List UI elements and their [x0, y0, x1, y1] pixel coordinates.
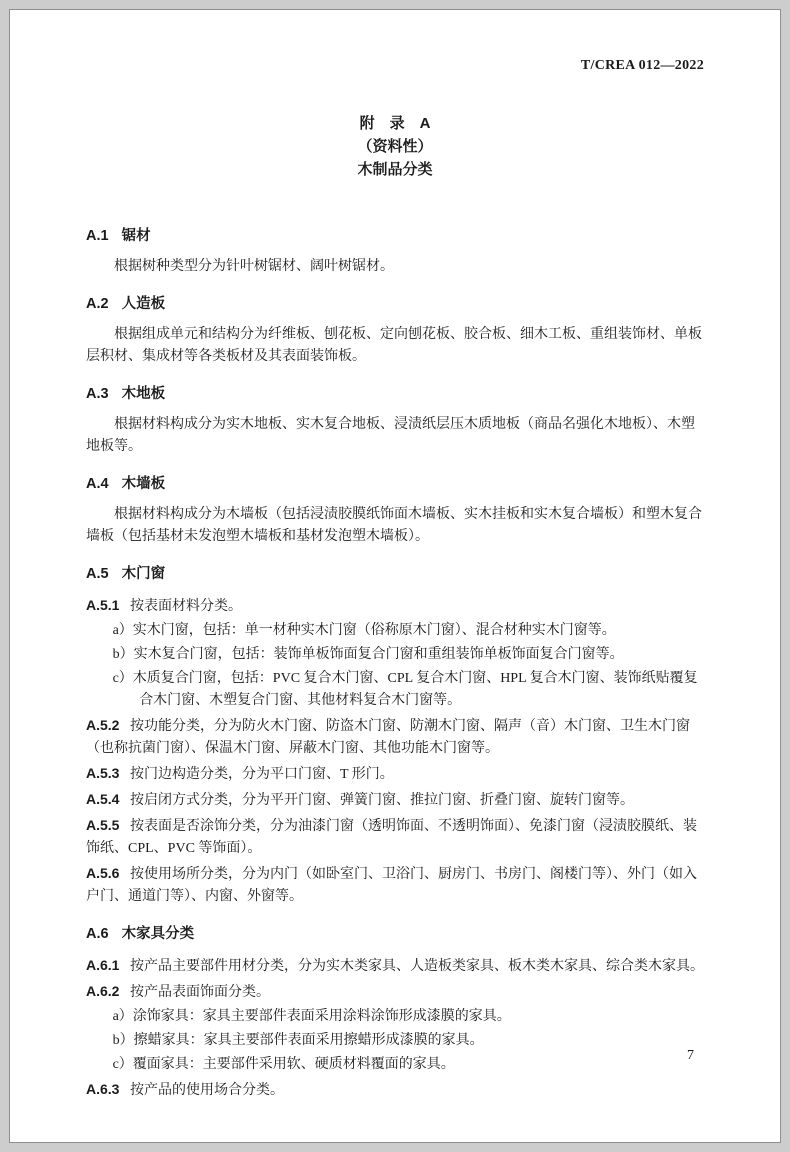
appendix-title-block	[86, 112, 704, 181]
clause-text: 按产品表面饰面分类。	[129, 985, 270, 1000]
clause	[86, 714, 704, 760]
document-content	[86, 225, 704, 1102]
list-item: b）实木复合门窗，包括：装饰单板饰面复合门窗和重组装饰单板饰面复合门窗等。	[112, 647, 624, 662]
list-item: c）覆面家具：主要部件采用软、硬质材料覆面的家具。	[112, 1057, 455, 1072]
section-title: 人造板	[121, 296, 166, 312]
section-title: 锯材	[121, 228, 151, 244]
list-item: b）擦蜡家具：家具主要部件表面采用擦蜡形成漆膜的家具。	[112, 1033, 484, 1048]
list-item: a）涂饰家具：家具主要部件表面采用涂料涂饰形成漆膜的家具。	[112, 1009, 511, 1024]
section-number: A.3	[86, 386, 109, 402]
list-item: a）实木门窗，包括：单一材种实木门窗（俗称原木门窗）、混合材种实木门窗等。	[112, 623, 616, 638]
clause-text: 按表面材料分类。	[129, 599, 242, 614]
list-item: c）木质复合门窗，包括：PVC 复合木门窗、CPL 复合木门窗、HPL 复合木门窗、装饰纸贴覆复合木门窗、木塑复合门窗、其他材料复合木门窗等。	[112, 671, 698, 708]
section-number: A.2	[86, 296, 109, 312]
clause-number: A.6.2	[86, 983, 120, 999]
section-title: 木地板	[121, 386, 166, 402]
clause	[86, 862, 704, 908]
clause-number: A.5.6	[86, 865, 120, 881]
section-number: A.1	[86, 228, 109, 244]
clause-text: 按门边构造分类，分为平口门窗、T 形门。	[129, 767, 394, 782]
section-number: A.6	[86, 926, 109, 942]
header-standard-code: T/CREA 012—2022	[580, 58, 704, 73]
paragraph: 根据树种类型分为针叶树锯材、阔叶树锯材。	[114, 259, 394, 274]
document-page	[9, 9, 781, 1143]
clause-text: 按产品主要部件用材分类，分为实木类家具、人造板类家具、板木类木家具、综合类木家具。	[129, 959, 704, 974]
section-heading	[86, 293, 704, 315]
clause-text: 按使用场所分类，分为内门（如卧室门、卫浴门、厨房门、书房门、阁楼门等）、外门（如入户门、通道门等）、内窗、外窗等。	[86, 867, 697, 904]
clause	[86, 814, 704, 860]
clause-number: A.6.3	[86, 1081, 120, 1097]
appendix-title-line3: 木制品分类	[357, 161, 433, 178]
appendix-title-line2: （资料性）	[357, 138, 433, 155]
clause-number: A.5.5	[86, 817, 120, 833]
clause-text: 按表面是否涂饰分类，分为油漆门窗（透明饰面、不透明饰面）、免漆门窗（浸渍胶膜纸、装饰纸、CPL、PVC 等饰面）。	[86, 819, 697, 856]
section-heading	[86, 473, 704, 495]
clause-number: A.5.2	[86, 717, 120, 733]
clause	[86, 1078, 704, 1102]
section-title: 木墙板	[121, 476, 166, 492]
clause-number: A.6.1	[86, 957, 120, 973]
clause	[86, 594, 704, 618]
section-heading	[86, 923, 704, 945]
clause	[86, 762, 704, 786]
section-heading	[86, 225, 704, 247]
clause-number: A.5.3	[86, 765, 120, 781]
clause-number: A.5.4	[86, 791, 120, 807]
appendix-title-line1: 附 录 A	[359, 115, 431, 132]
clause	[86, 954, 704, 978]
section-number: A.4	[86, 476, 109, 492]
paragraph: 根据材料构成分为木墙板（包括浸渍胶膜纸饰面木墙板、实木挂板和实木复合墙板）和塑木复合墙板（包括基材未发泡塑木墙板和基材发泡塑木墙板）。	[86, 507, 702, 544]
section-number: A.5	[86, 566, 109, 582]
page-number: 7	[687, 1048, 694, 1063]
section-title: 木家具分类	[121, 926, 195, 942]
paragraph: 根据组成单元和结构分为纤维板、刨花板、定向刨花板、胶合板、细木工板、重组装饰材、单板层积材、集成材等各类板材及其表面装饰板。	[86, 327, 702, 364]
clause-number: A.5.1	[86, 597, 120, 613]
section-heading	[86, 563, 704, 585]
section-title: 木门窗	[121, 566, 166, 582]
section-heading	[86, 383, 704, 405]
clause	[86, 980, 704, 1004]
clause-text: 按功能分类，分为防火木门窗、防盗木门窗、防潮木门窗、隔声（音）木门窗、卫生木门窗（也称抗菌门窗）、保温木门窗、屏蔽木门窗、其他功能木门窗等。	[86, 719, 690, 756]
clause	[86, 788, 704, 812]
paragraph: 根据材料构成分为实木地板、实木复合地板、浸渍纸层压木质地板（商品名强化木地板）、木塑地板等。	[86, 417, 695, 454]
clause-text: 按启闭方式分类，分为平开门窗、弹簧门窗、推拉门窗、折叠门窗、旋转门窗等。	[129, 793, 634, 808]
clause-text: 按产品的使用场合分类。	[129, 1083, 284, 1098]
